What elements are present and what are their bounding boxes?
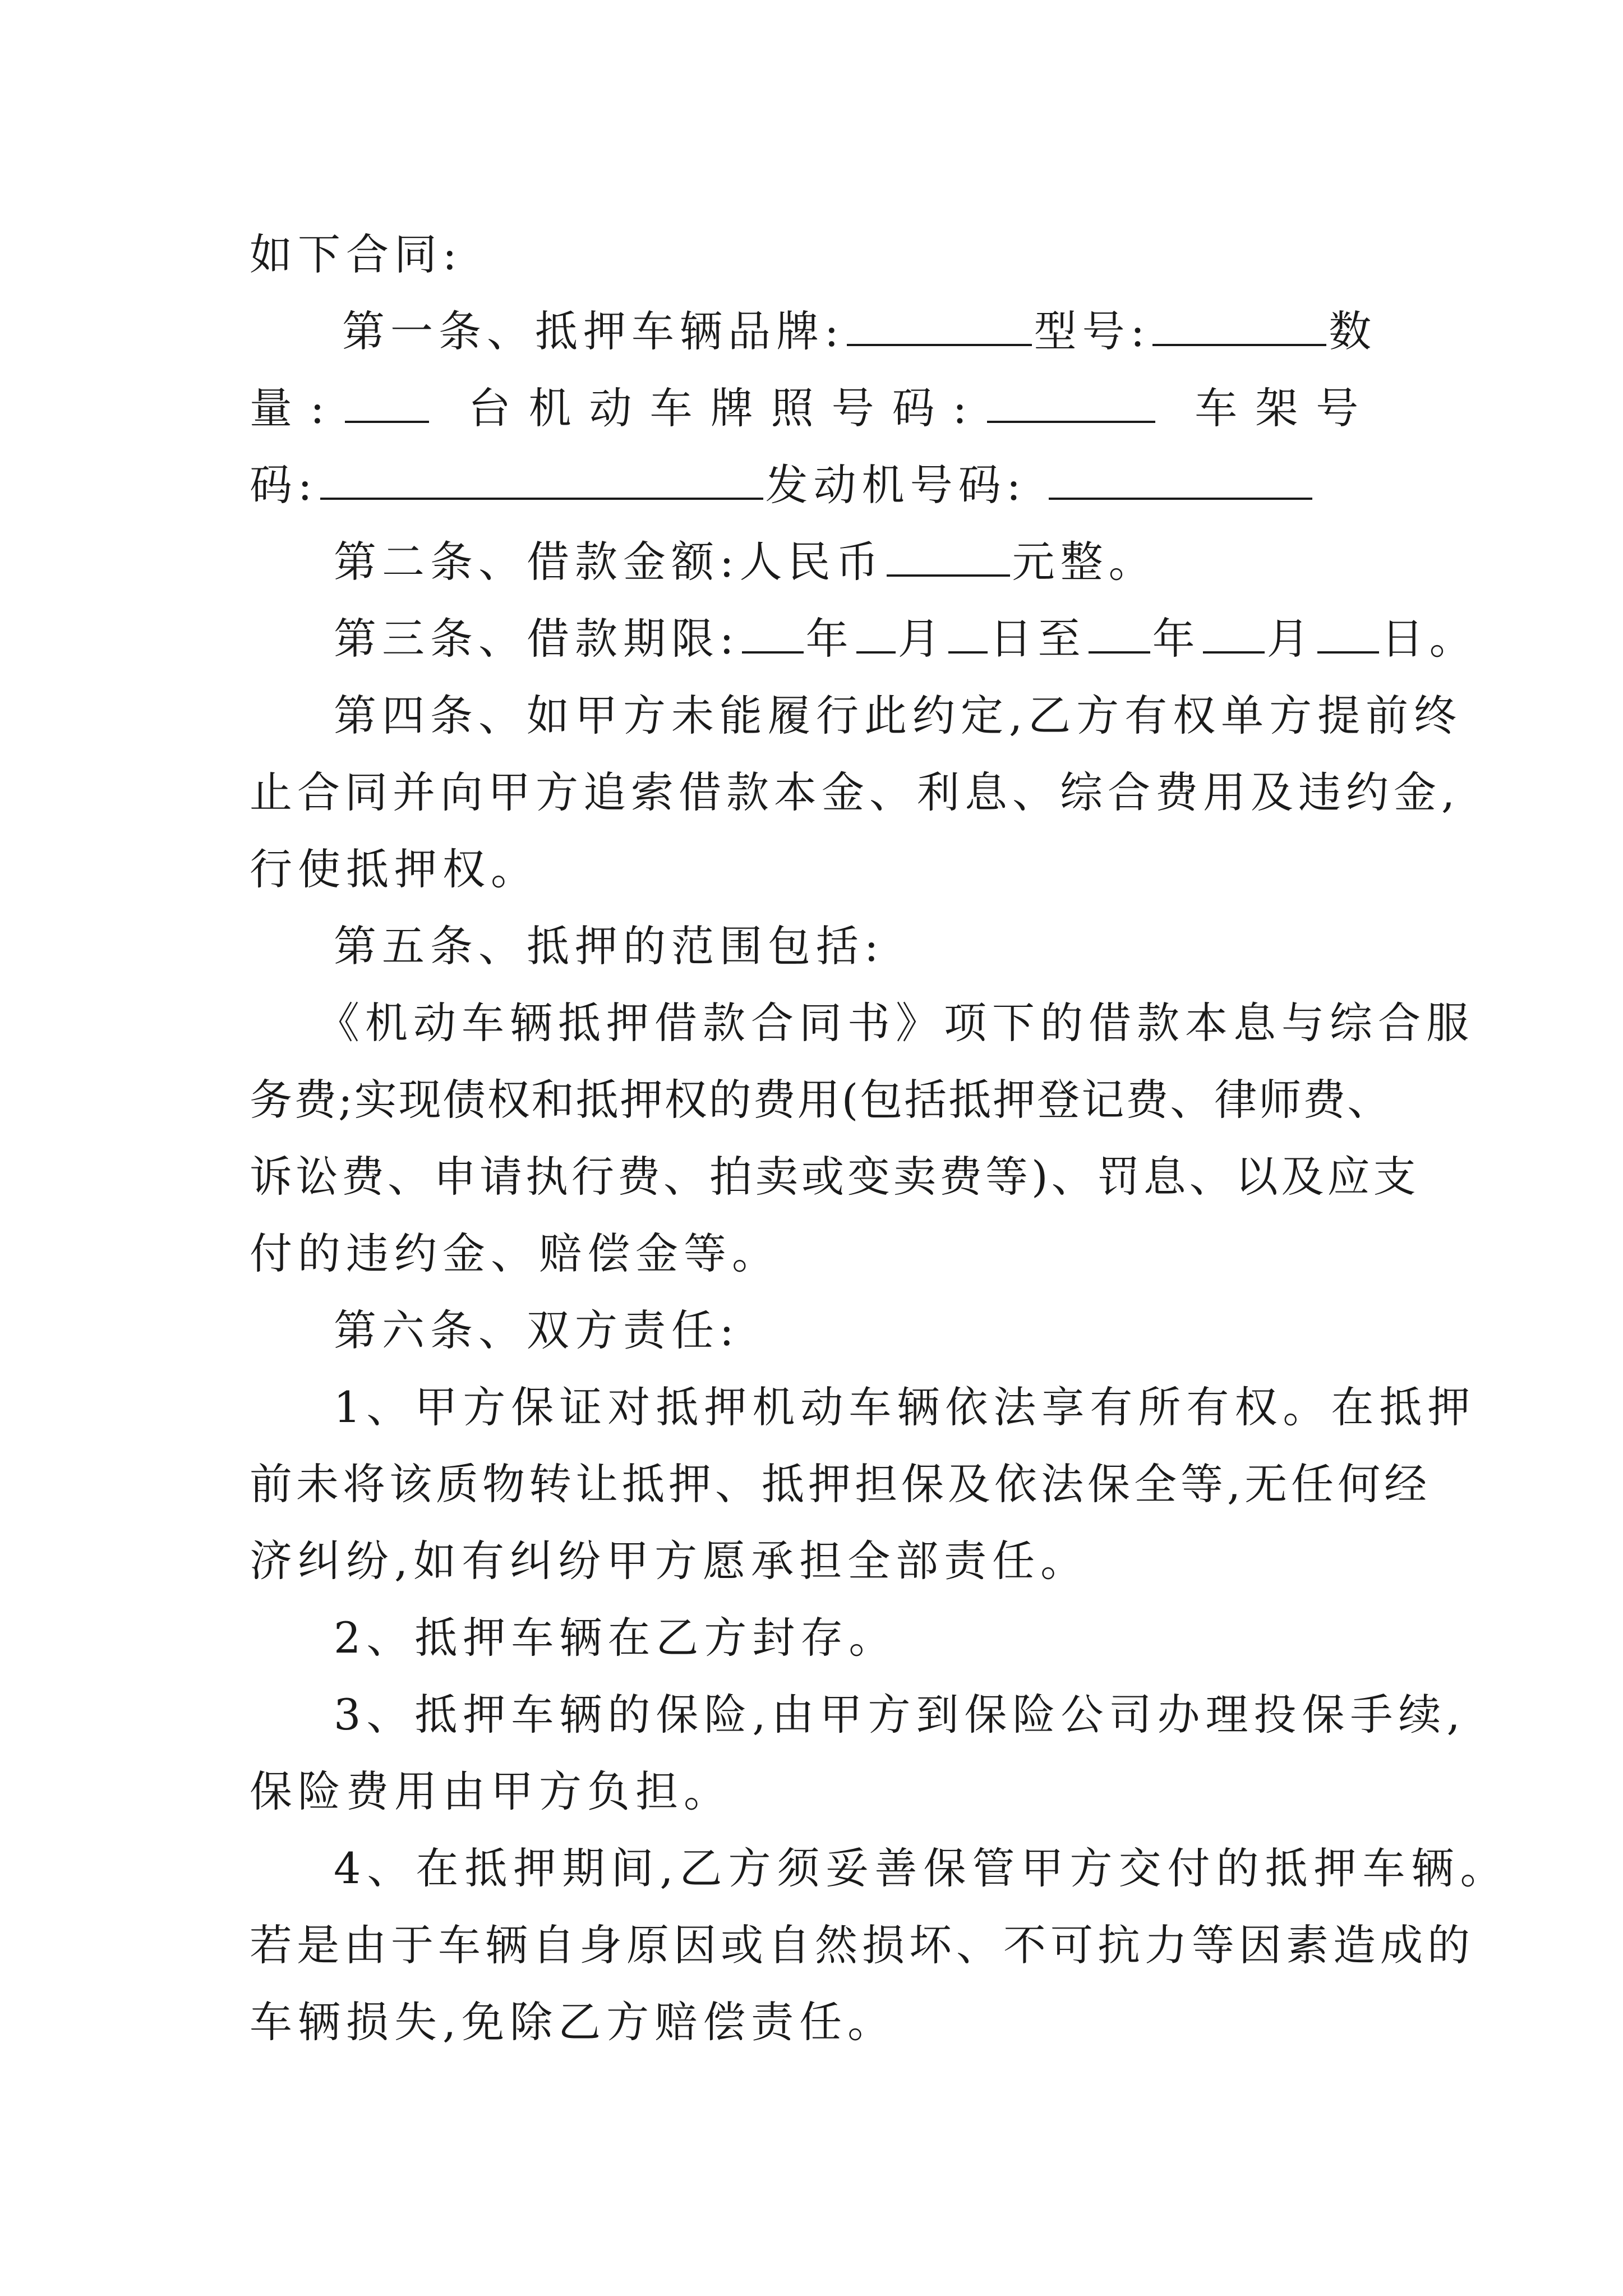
start-year-blank [742,618,804,654]
loan-amount-blank [887,541,1010,577]
article-6-item-4-line-1: 4、在抵押期间,乙方须妥善保管甲方交付的抵押车辆。 [334,1843,1509,1893]
frame-label-start: 车架号 [1195,383,1377,433]
article-1-line-1 [250,293,1388,370]
article-6-item-4-line-2: 若是由于车辆自身原因或自然损坏、不可抗力等因素造成的 [250,1920,1474,1970]
article-5-line-3: 诉讼费、申请执行费、拍卖或变卖费等)、罚息、以及应支 [250,1152,1419,1202]
article-5-line-2: 务费;实现债权和抵押权的费用(包括抵押登记费、律师费、 [250,1075,1392,1125]
end-month-blank [1203,618,1265,654]
loan-term-label: 第三条、借款期限: [334,614,740,664]
start-day-label: 日至 [989,614,1086,664]
start-month-blank [856,618,896,654]
end-day-blank [1317,618,1379,654]
start-day-blank [948,618,988,654]
article-1-line-2 [250,370,1388,447]
quantity-blank [345,387,429,423]
end-day-label: 日。 [1381,614,1478,664]
quantity-label-end: 量: [250,383,343,433]
end-month-label: 月 [1266,614,1315,664]
article-6-item-3-line-2: 保险费用由甲方负担。 [250,1766,732,1816]
engine-label: 发动机号码: [765,460,1027,510]
loan-amount-suffix: 元整。 [1012,537,1157,587]
loan-amount-label: 第二条、借款金额:人民币 [334,537,884,587]
article-5-title: 第五条、抵押的范围包括: [334,921,884,971]
plate-blank [987,387,1155,423]
engine-blank [1049,464,1312,500]
article-4-line-3: 行使抵押权。 [250,844,539,894]
end-year-blank [1089,618,1150,654]
contract-page [250,216,1509,2060]
article-6-item-1-line-3: 济纠纷,如有纠纷甲方愿承担全部责任。 [250,1536,1089,1586]
article-6-item-1-line-1: 1、甲方保证对抵押机动车辆依法享有所有权。在抵押 [334,1382,1476,1432]
frame-blank [320,464,763,500]
article-6-item-2: 2、抵押车辆在乙方封存。 [334,1613,897,1663]
model-blank [1152,310,1326,346]
quantity-label-start: 数 [1329,306,1377,356]
article-6-title: 第六条、双方责任: [334,1305,740,1355]
end-year-label: 年 [1152,614,1201,664]
article-5-line-4: 付的违约金、赔偿金等。 [250,1228,780,1278]
article-5-line-1: 《机动车辆抵押借款合同书》项下的借款本息与综合服 [317,998,1474,1048]
article-4-line-1: 第四条、如甲方未能履行此约定,乙方有权单方提前终 [334,691,1463,740]
article-4-line-2: 止合同并向甲方追索借款本金、利息、综合费用及违约金, [250,767,1460,817]
model-label: 型号: [1034,306,1151,356]
brand-label: 第一条、抵押车辆品牌: [342,306,845,356]
start-year-label: 年 [805,614,854,664]
article-6-item-3-line-1: 3、抵押车辆的保险,由甲方到保险公司办理投保手续, [334,1690,1466,1740]
brand-blank [847,310,1032,346]
contract-intro: 如下合同: [250,229,463,279]
plate-label: 台机动车牌照号码: [468,383,985,433]
article-1-line-3 [250,447,1388,523]
article-3 [250,600,1478,677]
frame-label-end: 码: [250,460,318,510]
article-2 [250,523,1388,600]
start-month-label: 月 [897,614,946,664]
article-6-item-4-line-3: 车辆损失,免除乙方赔偿责任。 [250,1997,896,2047]
article-6-item-1-line-2: 前未将该质物转让抵押、抵押担保及依法保全等,无任何经 [250,1459,1431,1509]
